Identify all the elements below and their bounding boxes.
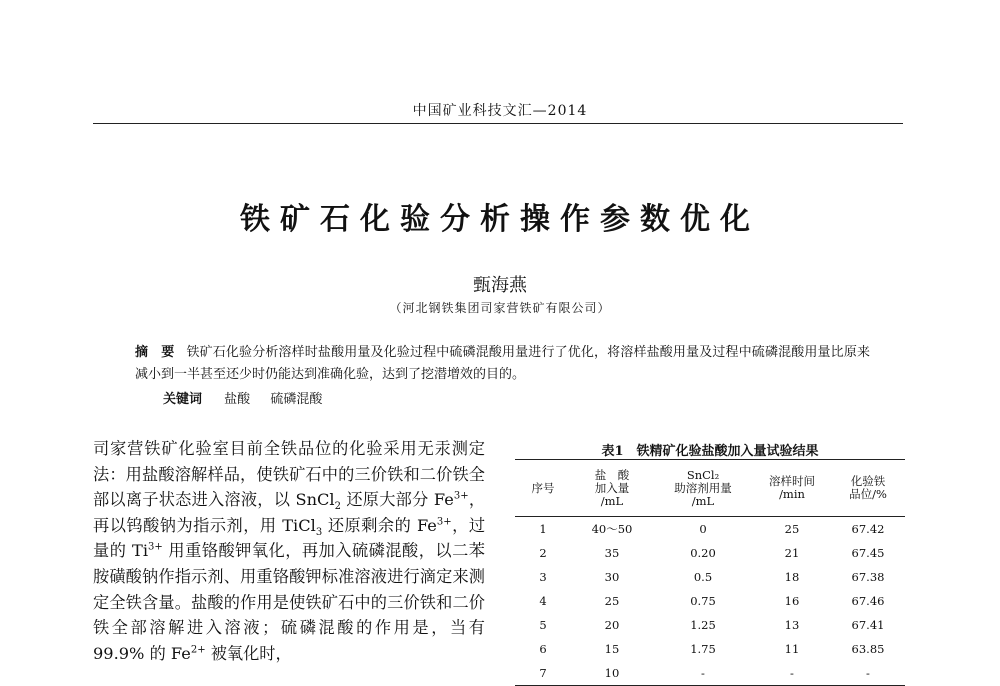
table-caption: 表1 铁精矿化验盐酸加入量试验结果 xyxy=(601,444,819,459)
table-header-cell xyxy=(571,460,653,517)
table-cell: 67.42 xyxy=(851,522,885,536)
table-row xyxy=(515,637,905,661)
superscript: 2+ xyxy=(190,644,206,656)
superscript: 3+ xyxy=(453,490,469,502)
table-cell: 21 xyxy=(784,546,800,560)
keyword: 硫磷混酸 xyxy=(270,392,323,407)
table-cell: 10 xyxy=(571,661,653,686)
table-cell: 7 xyxy=(515,661,571,686)
header-text: 化验铁 xyxy=(850,474,886,488)
table-cell: 5 xyxy=(539,618,547,632)
table-cell: - xyxy=(831,661,905,686)
table-cell: 4 xyxy=(539,594,547,608)
table-row xyxy=(515,589,905,613)
table-cell: 0 xyxy=(699,522,707,536)
subscript: 2 xyxy=(334,501,341,513)
table-cell: 3 xyxy=(539,570,547,584)
subscript: 3 xyxy=(315,527,323,539)
table-row xyxy=(515,565,905,589)
abstract-text: 铁矿石化验分析溶样时盐酸用量及化验过程中硫磷混酸用量进行了优化，将溶样盐酸用量及过程中硫磷混酸用量比原来减小到一半甚至还少时仍能达到准确化验，达到了挖潜增效的目的。 xyxy=(135,345,870,382)
table-row xyxy=(515,613,905,637)
body-text-run: 司家营铁矿化验室目前全铁品位的化验采用无汞测定法：用盐酸溶解样品，使铁矿石中的三价铁和二价铁全部以离子状态进入溶液，以 SnCl xyxy=(93,439,485,510)
table-cell: 6 xyxy=(539,642,547,656)
header-text: /mL xyxy=(691,493,715,508)
table-cell: 67.45 xyxy=(851,546,885,560)
table-cell: 40～50 xyxy=(591,522,633,536)
table-cell: 2 xyxy=(539,546,547,560)
table-cell: 0.75 xyxy=(690,594,716,608)
table-cell: 25 xyxy=(604,594,620,608)
keyword: 盐酸 xyxy=(224,392,251,407)
table-cell: 13 xyxy=(784,618,800,632)
superscript: 3+ xyxy=(148,541,163,553)
table-cell: 67.41 xyxy=(851,618,885,632)
table-cell: 67.46 xyxy=(851,594,885,608)
table-cell: 1 xyxy=(539,522,547,536)
header-rule xyxy=(93,123,903,124)
body-text-run: ，过量的 Ti xyxy=(93,515,486,561)
body-text-run: 还原剩余的 Fe xyxy=(322,515,437,535)
header-text: /min xyxy=(779,487,805,501)
body-text-run: 用重铬酸钾氧化，再加入硫磷混酸，以二苯胺磺酸钠作指示剂、用重铬酸钾标准溶液进行滴定来测定全铁含量。盐酸的作用是使铁矿石中的三价铁和二价铁全部溶解进入溶液；硫磷混酸的作用是，当有 99.9% 的 Fe xyxy=(93,541,485,663)
body-text-run: ，再以钨酸钠为指示剂，用 TiCl xyxy=(93,490,486,535)
body-text-run: 还原大部分 Fe xyxy=(340,490,454,510)
table-header-cell xyxy=(753,460,831,517)
table-header-cell xyxy=(831,460,905,517)
header-text: SnCl₂ xyxy=(686,467,720,482)
header-text: 盐 酸 xyxy=(594,467,630,482)
table-cell: - xyxy=(653,661,753,686)
table-cell: 0.20 xyxy=(690,546,716,560)
table-cell: - xyxy=(753,661,831,686)
abstract xyxy=(135,342,870,386)
author-affiliation: （河北钢铁集团司家营铁矿有限公司） xyxy=(389,301,611,315)
header-text: 序号 xyxy=(531,480,555,495)
header-text: 加入量 xyxy=(594,480,630,495)
table-cell: 67.38 xyxy=(851,570,885,584)
header-text: 助溶剂用量 xyxy=(674,480,732,495)
journal-header: 中国矿业科技文汇—2014 xyxy=(412,103,588,119)
table-cell: 35 xyxy=(604,546,620,560)
header-text: 溶样时间 xyxy=(769,474,815,488)
table-cell: 18 xyxy=(784,570,800,584)
table-row xyxy=(515,661,905,686)
table-cell: 0.5 xyxy=(693,570,713,584)
keywords-label: 关键词 xyxy=(163,392,203,407)
header-text: /mL xyxy=(600,493,624,508)
table-cell: 25 xyxy=(784,522,800,536)
table-header-cell xyxy=(515,460,571,517)
table-cell: 63.85 xyxy=(851,642,885,656)
table-header-row xyxy=(515,460,905,517)
table-row xyxy=(515,541,905,565)
table-header-cell xyxy=(653,460,753,517)
superscript: 3+ xyxy=(436,516,452,528)
table-cell: 1.25 xyxy=(690,618,716,632)
results-table xyxy=(515,459,905,686)
keywords xyxy=(163,388,338,407)
table-cell: 15 xyxy=(604,642,620,656)
abstract-label: 摘 要 xyxy=(135,345,175,360)
body-text-run: 被氧化时， xyxy=(205,643,292,663)
article-title: 铁矿石化验分析操作参数优化 xyxy=(240,202,760,237)
table-cell: 11 xyxy=(784,642,800,656)
table-row xyxy=(515,517,905,542)
author-name: 甄海燕 xyxy=(473,275,527,296)
body-paragraph xyxy=(93,436,485,666)
table-cell: 16 xyxy=(784,594,800,608)
table-cell: 20 xyxy=(604,618,620,632)
table-cell: 30 xyxy=(604,570,620,584)
header-text: 品位/% xyxy=(849,487,887,501)
table-cell: 1.75 xyxy=(690,642,716,656)
